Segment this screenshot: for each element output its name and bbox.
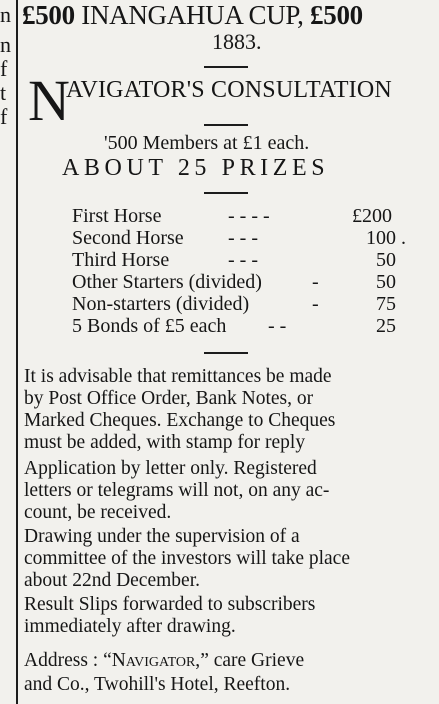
margin-fragment-char: f xyxy=(0,104,8,129)
price-right: £500 xyxy=(310,0,363,30)
divider-rule xyxy=(204,66,248,68)
prize-name: Other Starters (divided) xyxy=(72,271,262,293)
remittance-line: Marked Cheques. Exchange to Cheques xyxy=(24,410,336,431)
prize-value: 100 . xyxy=(366,227,406,249)
remittance-line: by Post Office Order, Bank Notes, or xyxy=(24,388,314,409)
drop-cap-initial: N xyxy=(28,68,70,133)
address-label: Address : “ xyxy=(24,650,112,671)
price-left: £500 xyxy=(22,0,75,30)
application-line: letters or telegrams will not, on any ac- xyxy=(24,480,330,501)
drawing-line: about 22nd December. xyxy=(24,570,200,591)
prizes-heading: ABOUT 25 PRIZES xyxy=(62,155,330,181)
address-line: and Co., Twohill's Hotel, Reefton. xyxy=(24,674,291,695)
prize-leader: - - - xyxy=(228,249,258,271)
address-rest: ” care Grieve xyxy=(200,650,305,671)
prize-value: 50 xyxy=(376,271,396,293)
members-line: '500 Members at £1 each. xyxy=(104,132,310,154)
prize-leader: - - - xyxy=(228,227,258,249)
application-line: Application by letter only. Registered xyxy=(24,458,317,479)
prize-name: 5 Bonds of £5 each xyxy=(72,315,227,337)
remittance-line: must be added, with stamp for reply xyxy=(24,432,306,453)
remittance-line: It is advisable that remittances be made xyxy=(24,366,332,387)
cup-name: INANGAHUA CUP, xyxy=(81,0,304,30)
divider-rule xyxy=(204,192,248,194)
consultation-heading: AVIGATOR'S CONSULTATION xyxy=(66,77,392,103)
column-divider xyxy=(16,0,18,704)
margin-fragment-char: f xyxy=(0,56,8,81)
drawing-line: committee of the investors will take place xyxy=(24,548,350,569)
prize-leader: - - xyxy=(268,315,287,337)
results-line: immediately after drawing. xyxy=(24,616,236,637)
prize-name: First Horse xyxy=(72,205,162,227)
address-name: Navigator, xyxy=(111,650,201,671)
prize-value: £200 xyxy=(352,205,392,227)
margin-fragment-char: n xyxy=(0,32,11,57)
prize-value: 75 xyxy=(376,293,396,315)
divider-rule xyxy=(204,124,248,126)
results-line: Result Slips forwarded to subscribers xyxy=(24,594,316,615)
margin-fragment-char: t xyxy=(0,80,7,105)
prize-name: Third Horse xyxy=(72,249,170,271)
application-line: count, be received. xyxy=(24,502,172,523)
margin-fragment-char: n xyxy=(0,2,11,27)
advert-title xyxy=(22,0,363,31)
prize-name: Second Horse xyxy=(72,227,184,249)
prize-leader: - xyxy=(312,293,319,315)
prize-value: 50 xyxy=(376,249,396,271)
prize-leader: - - - - xyxy=(228,205,270,227)
prize-value: 25 xyxy=(376,315,396,337)
drawing-line: Drawing under the supervision of a xyxy=(24,526,300,547)
prize-name: Non-starters (divided) xyxy=(72,293,250,315)
advert-year: 1883. xyxy=(212,29,262,54)
prize-leader: - xyxy=(312,271,319,293)
divider-rule xyxy=(204,352,248,354)
address-line xyxy=(24,650,304,672)
